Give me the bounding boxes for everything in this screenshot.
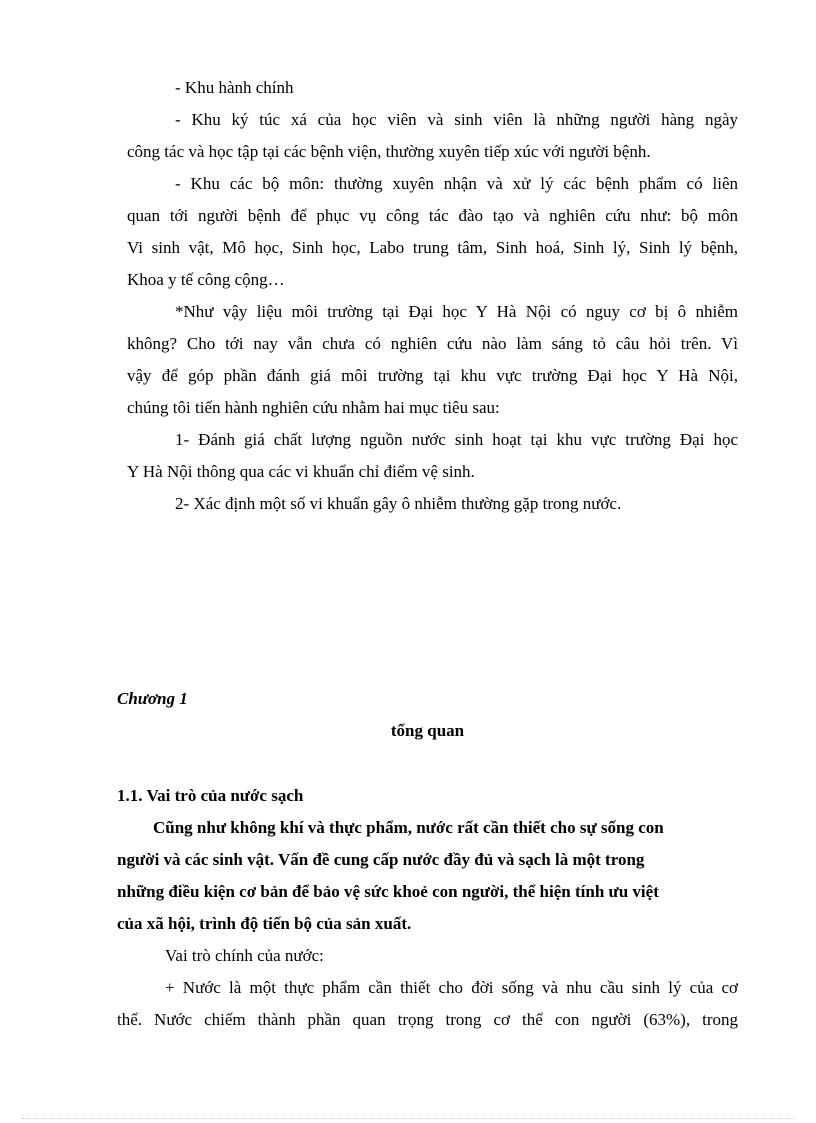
chapter-title: tổng quan xyxy=(390,721,465,740)
paragraph-dorm-line-2: công tác và học tập tại các bệnh viện, thường xuyên tiếp xúc với người bệnh. xyxy=(127,142,651,161)
paragraph-question-line-3: vậy để góp phần đánh giá môi trường tại khu vực trường Đại học Y Hà Nội, xyxy=(127,366,738,385)
page-bottom-divider xyxy=(22,1118,794,1119)
paragraph-dept-line-3: Vi sinh vật, Mô học, Sinh học, Labo trung tâm, Sinh hoá, Sinh lý, Sinh lý bệnh, xyxy=(127,238,738,257)
paragraph-dorm-line-1: - Khu ký túc xá của học viên và sinh viên là những người hàng ngày xyxy=(175,110,738,129)
paragraph-dept-line-2: quan tới người bệnh để phục vụ công tác đào tạo và nghiên cứu như: bộ môn xyxy=(127,206,738,225)
objective-1-line-1: 1- Đánh giá chất lượng nguồn nước sinh hoạt tại khu vực trường Đại học xyxy=(175,430,738,449)
role-line-2: thể. Nước chiếm thành phần quan trọng trong cơ thể con người (63%), trong xyxy=(117,1010,738,1029)
paragraph-dept-line-4: Khoa y tế công cộng… xyxy=(127,270,285,289)
bold-paragraph-line-2: người và các sinh vật. Vấn đề cung cấp nước đầy đủ và sạch là một trong xyxy=(117,850,645,869)
objective-2: 2- Xác định một số vi khuẩn gây ô nhiễm thường gặp trong nước. xyxy=(175,494,622,513)
paragraph-question-line-4: chúng tôi tiến hành nghiên cứu nhằm hai mục tiêu sau: xyxy=(127,398,500,417)
paragraph-question-line-1: *Như vậy liệu môi trường tại Đại học Y Hà Nội có nguy cơ bị ô nhiễm xyxy=(175,302,738,321)
bold-paragraph-line-4: của xã hội, trình độ tiến bộ của sản xuất. xyxy=(117,914,412,933)
section-heading: 1.1. Vai trò của nước sạch xyxy=(117,786,304,805)
paragraph-dept-line-1: - Khu các bộ môn: thường xuyên nhận và xử lý các bệnh phẩm có liên xyxy=(175,174,738,193)
chapter-label: Chương 1 xyxy=(117,689,188,708)
bold-paragraph-line-3: những điều kiện cơ bản để bảo vệ sức khoẻ con người, thể hiện tính ưu việt xyxy=(117,882,659,901)
role-intro: Vai trò chính của nước: xyxy=(165,946,324,965)
bold-paragraph-line-1: Cũng như không khí và thực phẩm, nước rất cần thiết cho sự sống con xyxy=(153,818,664,837)
list-item-admin: - Khu hành chính xyxy=(175,78,294,97)
paragraph-question-line-2: không? Cho tới nay vẫn chưa có nghiên cứu nào làm sáng tỏ câu hỏi trên. Vì xyxy=(127,334,738,353)
objective-1-line-2: Y Hà Nội thông qua các vi khuẩn chỉ điểm vệ sinh. xyxy=(127,462,475,481)
role-line-1: + Nước là một thực phẩm cần thiết cho đời sống và nhu cầu sinh lý của cơ xyxy=(165,978,738,997)
